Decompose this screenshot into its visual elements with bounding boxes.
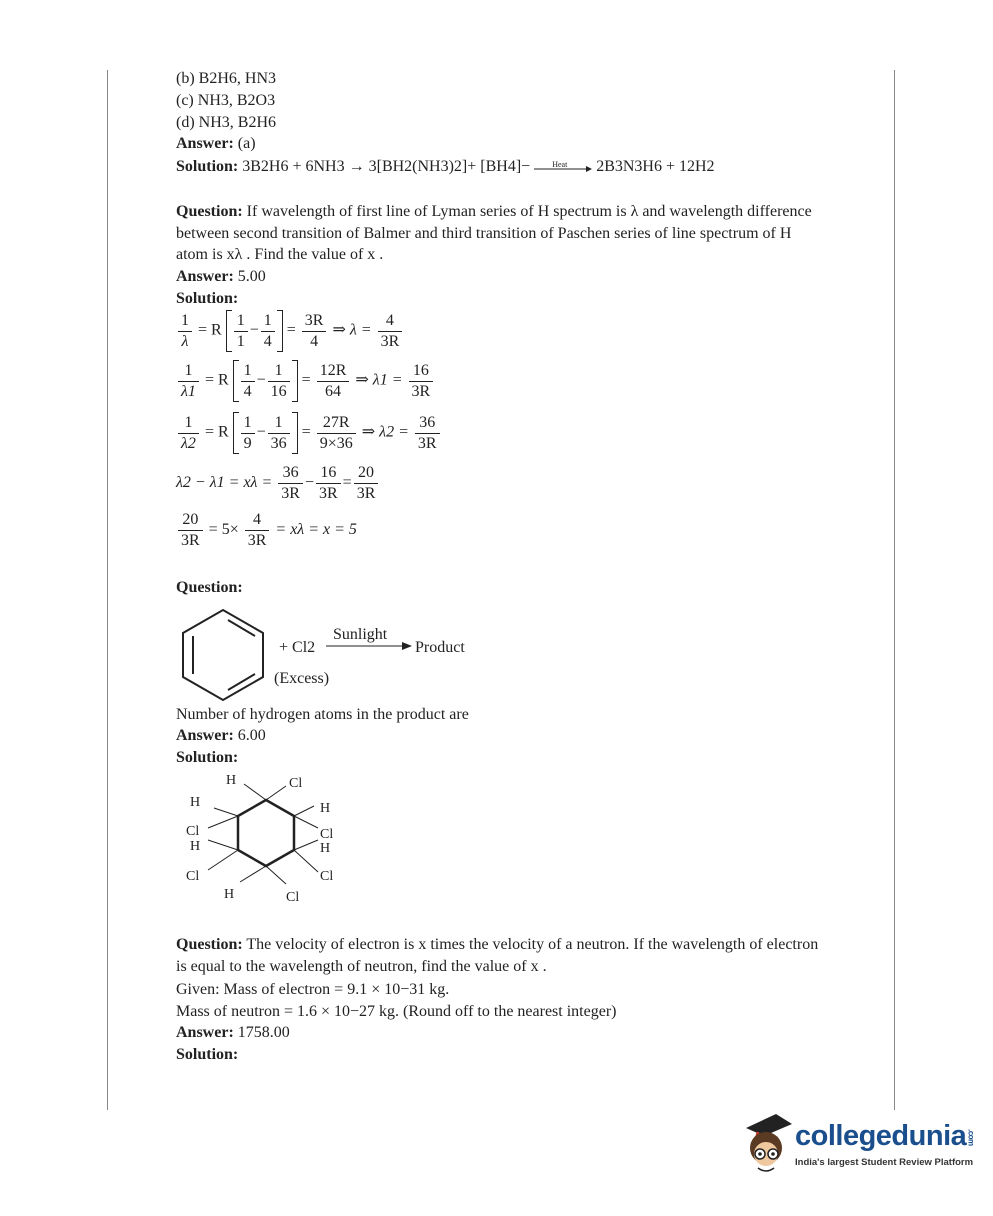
q3-solution-label: Solution:	[176, 749, 239, 766]
sub-bot-h: H	[224, 887, 235, 902]
question-label: Question:	[176, 203, 243, 220]
answer-label: Answer:	[176, 268, 234, 285]
answer-value: 5.00	[237, 268, 266, 285]
q4-solution-label: Solution:	[176, 1046, 239, 1063]
collegedunia-mascot-icon	[736, 1110, 794, 1176]
equation-right: 2B3N3H6 + 12H2	[596, 158, 715, 175]
reaction-product: Product	[415, 639, 465, 656]
heat-label: Heat	[552, 160, 568, 170]
q4-question	[176, 934, 826, 977]
sub-top-h: H	[226, 773, 237, 788]
sub-ul-h: H	[190, 795, 201, 810]
equation-left: 3B2H6 + 6NH3 → 3[BH2(NH3)2]+ [BH4]−	[242, 158, 531, 175]
fraction: $\frac{1}{\lambda}$	[178, 311, 192, 352]
q4-given-2: Mass of neutron = 1.6 × 10−27 kg. (Round off to the nearest integer)	[176, 1003, 617, 1020]
question-text: The velocity of electron is x times the velocity of a neutron. If the wavelength of electron is equal to the wavelength of neutron, find the value of x .	[176, 936, 819, 975]
sub-lr-h: H	[320, 841, 331, 856]
q3-question-text: Number of hydrogen atoms in the product are	[176, 706, 469, 723]
answer-label: Answer:	[176, 135, 234, 152]
heat-arrow	[534, 160, 592, 174]
q4-answer	[176, 1022, 290, 1043]
q2-question	[176, 201, 826, 266]
option-d: (d) NH3, B2H6	[176, 114, 276, 131]
left-margin-rule	[107, 70, 108, 1110]
collegedunia-tagline: India's largest Student Review Platform	[795, 1157, 974, 1168]
option-c: (c) NH3, B2O3	[176, 92, 276, 109]
q3-answer	[176, 725, 266, 746]
q1-answer	[176, 133, 256, 154]
reaction-condition: Sunlight	[333, 626, 388, 643]
excess-label: (Excess)	[274, 670, 330, 687]
reaction-arrow	[326, 640, 412, 652]
question-text: If wavelength of first line of Lyman series of H spectrum is λ and wavelength difference between second transition of Balmer and third transition of Paschen series of line spectrum of H atom is xλ . Find the value of x .	[176, 203, 812, 263]
sub-ur-cl: Cl	[320, 827, 334, 842]
solution-label: Solution:	[176, 158, 239, 175]
sub-ll-h: H	[190, 839, 201, 854]
answer-value: 6.00	[237, 727, 266, 744]
equation-final: $\frac{20}{3R}$ = 5× $\frac{4}{3R}$ = xλ = x = 5	[176, 510, 357, 551]
equation-difference: λ2 − λ1 = xλ = $\frac{36}{3R}$ − $\frac{16}{3R}$ = $\frac{20}{3R}$	[176, 463, 380, 504]
q2-solution-label: Solution:	[176, 290, 239, 307]
question-label: Question:	[176, 936, 243, 953]
answer-value: (a)	[237, 135, 256, 152]
q3-question-label: Question:	[176, 579, 243, 596]
q2-answer	[176, 266, 266, 287]
collegedunia-logo-text: collegedunia.com	[795, 1120, 976, 1152]
sub-ur-h: H	[320, 801, 331, 816]
sub-top-cl: Cl	[289, 776, 303, 791]
answer-label: Answer:	[176, 1024, 234, 1041]
sub-bot-cl: Cl	[286, 890, 300, 905]
equation-line-1: $\frac{1}{\lambda}$ = R $\frac{1}{1}$ − $\frac{1}{4}$ = $\frac{3R}{4}$ ⇒ λ = $\frac{4}{3R}$	[176, 310, 404, 352]
benzene-ring-diagram	[178, 606, 268, 702]
sub-lr-cl: Cl	[320, 869, 334, 884]
option-b: (b) B2H6, HN3	[176, 70, 276, 87]
reagent-cl2: + Cl2	[279, 639, 316, 656]
equation-line-3: $\frac{1}{\lambda 2}$ = R $\frac{1}{9}$ − $\frac{1}{36}$ = $\frac{27R}{9\times 36}$ ⇒ λ2 = $\frac{36}{3R}$	[176, 412, 442, 454]
sub-ul-cl: Cl	[186, 824, 200, 839]
q4-given-1: Given: Mass of electron = 9.1 × 10−31 kg.	[176, 981, 450, 998]
answer-value: 1758.00	[237, 1024, 290, 1041]
q1-solution-equation	[176, 156, 715, 177]
equation-line-2: $\frac{1}{\lambda 1}$ = R $\frac{1}{4}$ − $\frac{1}{16}$ = $\frac{12R}{64}$ ⇒ λ1 = $\frac{16}{3R}$	[176, 360, 435, 402]
sub-ll-cl: Cl	[186, 869, 200, 884]
answer-label: Answer:	[176, 727, 234, 744]
right-margin-rule	[894, 70, 895, 1110]
